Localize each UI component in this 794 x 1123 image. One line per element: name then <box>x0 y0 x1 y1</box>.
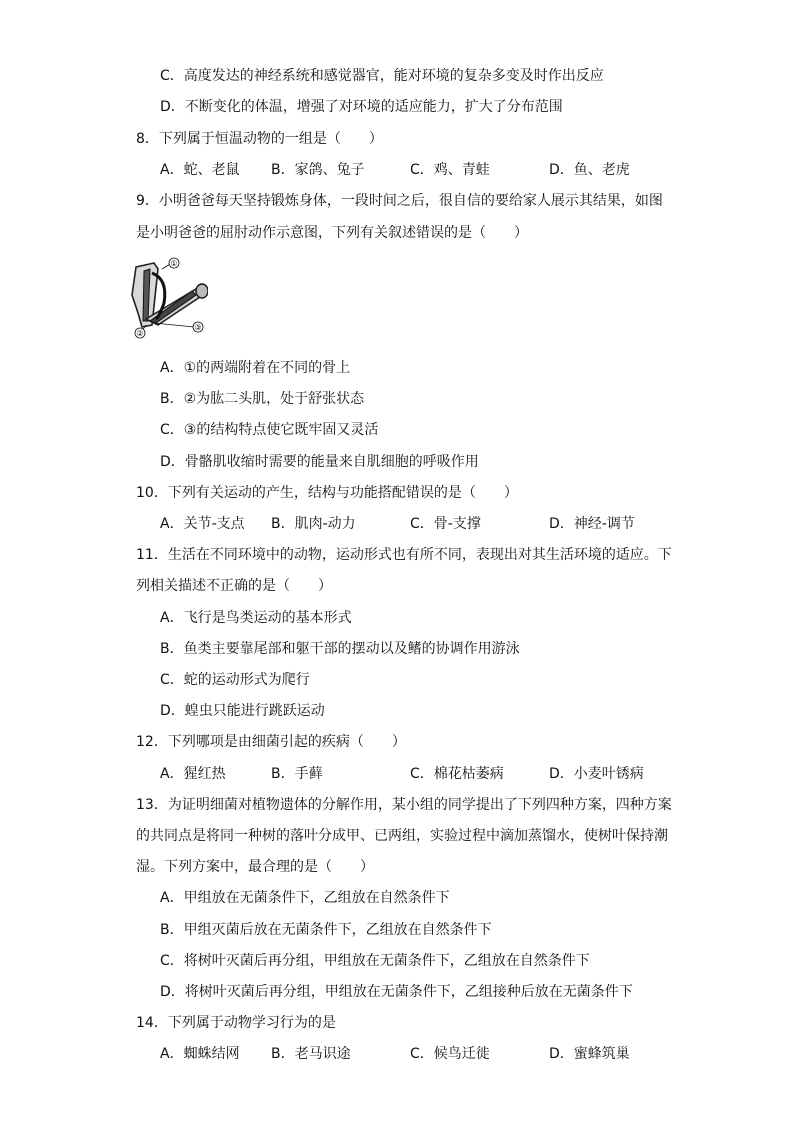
q11-stem-line1: 11．生活在不同环境中的动物，运动形式也有所不同，表现出对其生活环境的适应。下 <box>136 547 672 563</box>
q13-option-a: A．甲组放在无菌条件下，乙组放在自然条件下 <box>160 890 450 906</box>
q8-option-d: D．鱼、老虎 <box>549 162 630 178</box>
q10-option-d: D．神经-调节 <box>549 516 635 532</box>
q13-stem-line2: 的共同点是将同一种树的落叶分成甲、已两组，实验过程中滴加蒸馏水，使树叶保持潮 <box>136 828 668 844</box>
q12-option-d: D．小麦叶锈病 <box>549 766 644 782</box>
q11-option-d: D．蝗虫只能进行跳跃运动 <box>160 703 325 719</box>
fig-label-3: ③ <box>194 323 202 332</box>
q7-option-c: C．高度发达的神经系统和感觉器官，能对环境的复杂多变及时作出反应 <box>160 68 604 84</box>
q11-stem-line2: 列相关描述不正确的是（ ） <box>136 578 332 594</box>
q14-option-c: C．候鸟迁徙 <box>410 1046 490 1062</box>
q7-option-d: D．不断变化的体温，增强了对环境的适应能力，扩大了分布范围 <box>160 99 563 115</box>
q10-option-c: C．骨-支撑 <box>410 516 481 532</box>
q12-stem: 12．下列哪项是由细菌引起的疾病（ ） <box>136 734 406 750</box>
q9-option-a: A．①的两端附着在不同的骨上 <box>160 360 351 376</box>
fig-label-2: ② <box>136 329 144 338</box>
q13-stem-line3: 湿。下列方案中，最合理的是（ ） <box>136 859 374 875</box>
q13-option-c: C．将树叶灭菌后再分组，甲组放在无菌条件下，乙组放在自然条件下 <box>160 953 590 969</box>
q13-option-b: B．甲组灭菌后放在无菌条件下，乙组放在自然条件下 <box>160 922 492 938</box>
q14-stem: 14．下列属于动物学习行为的是 <box>136 1015 336 1031</box>
q12-option-c: C．棉花枯萎病 <box>410 766 504 782</box>
q10-option-a: A．关节-支点 <box>160 516 245 532</box>
q8-stem: 8．下列属于恒温动物的一组是（ ） <box>136 131 383 147</box>
q9-option-b: B．②为肱二头肌，处于舒张状态 <box>160 391 365 407</box>
q12-option-a: A．猩红热 <box>160 766 226 782</box>
q9-stem-line1: 9．小明爸爸每天坚持锻炼身体，一段时间之后，很自信的要给家人展示其结果，如图 <box>136 193 663 209</box>
q10-option-b: B．肌肉-动力 <box>271 516 356 532</box>
q9-option-d: D．骨骼肌收缩时需要的能量来自肌细胞的呼吸作用 <box>160 454 479 470</box>
q13-option-d: D．将树叶灭菌后再分组，甲组放在无菌条件下，乙组接种后放在无菌条件下 <box>160 984 633 1000</box>
q11-option-a: A．飞行是鸟类运动的基本形式 <box>160 610 352 626</box>
q13-stem-line1: 13．为证明细菌对植物遗体的分解作用，某小组的同学提出了下列四种方案，四种方案 <box>136 797 672 813</box>
fig-label-1: ① <box>170 259 178 268</box>
q11-option-c: C．蛇的运动形式为爬行 <box>160 672 310 688</box>
q10-stem: 10．下列有关运动的产生，结构与功能搭配错误的是（ ） <box>136 485 518 501</box>
q8-option-b: B．家鸽、兔子 <box>271 162 365 178</box>
q11-option-b: B．鱼类主要靠尾部和躯干部的摆动以及鳍的协调作用游泳 <box>160 641 520 657</box>
q9-stem-line2: 是小明爸爸的屈肘动作示意图，下列有关叙述错误的是（ ） <box>136 225 528 241</box>
q14-option-b: B．老马识途 <box>271 1046 351 1062</box>
q12-option-b: B．手藓 <box>271 766 323 782</box>
q8-option-c: C．鸡、青蛙 <box>410 162 490 178</box>
q14-option-a: A．蜘蛛结网 <box>160 1046 240 1062</box>
q9-option-c: C．③的结构特点使它既牢固又灵活 <box>160 422 379 438</box>
q8-option-a: A．蛇、老鼠 <box>160 162 240 178</box>
elbow-flexion-diagram <box>128 255 208 340</box>
q14-option-d: D．蜜蜂筑巢 <box>549 1046 630 1062</box>
